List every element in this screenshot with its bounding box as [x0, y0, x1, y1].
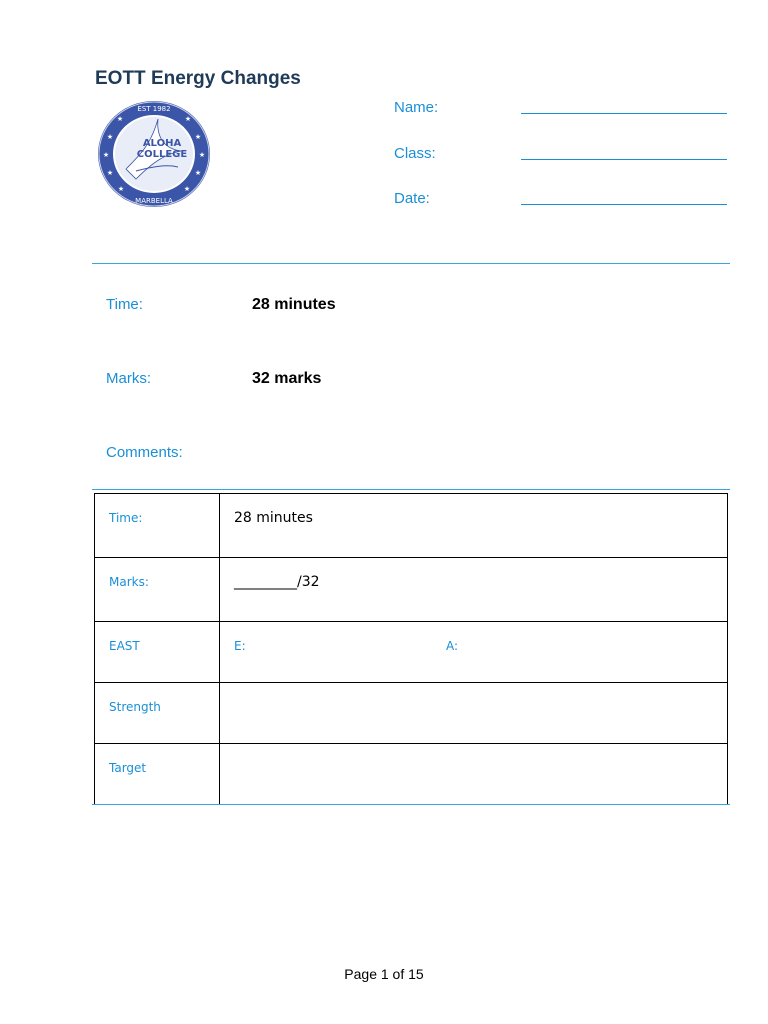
table-row-east [95, 622, 728, 683]
time-label: Time: [106, 296, 143, 313]
table-bottom-divider [92, 804, 730, 805]
svg-text:★: ★ [117, 185, 125, 193]
table-row-marks [95, 558, 728, 622]
comments-divider [92, 489, 730, 490]
logo-bottom-text: MARBELLA [135, 197, 173, 205]
table-label-target: Target [95, 744, 220, 805]
svg-text:★: ★ [184, 115, 192, 123]
table-value-east[interactable] [220, 622, 728, 683]
logo-line1: ALOHA [142, 138, 182, 149]
svg-text:★: ★ [183, 185, 191, 193]
date-field[interactable] [521, 204, 727, 205]
page-number: Page 1 of 15 [344, 966, 424, 982]
comments-label: Comments: [106, 444, 183, 461]
class-field[interactable] [521, 159, 727, 160]
logo-line2: COLLEGE [136, 149, 188, 160]
svg-text:★: ★ [106, 133, 114, 141]
aloha-college-logo [96, 99, 212, 209]
table-value-time: 28 minutes [220, 494, 728, 558]
svg-text:★: ★ [116, 115, 124, 123]
name-field[interactable] [521, 113, 727, 114]
svg-text:★: ★ [194, 169, 202, 177]
header-divider [92, 263, 730, 264]
document-title: EOTT Energy Changes [95, 68, 301, 89]
svg-text:★: ★ [194, 133, 202, 141]
table-value-strength[interactable] [220, 683, 728, 744]
marks-value: 32 marks [252, 370, 322, 387]
table-label-time: Time: [95, 494, 220, 558]
table-row-time [95, 494, 728, 558]
name-label: Name: [394, 99, 439, 116]
table-label-east: EAST [95, 622, 220, 683]
table-value-marks[interactable]: _________/32 [220, 558, 728, 622]
logo-top-text: EST 1982 [137, 105, 171, 113]
date-label: Date: [394, 190, 430, 207]
east-e-label: E: [234, 639, 246, 653]
table-label-marks: Marks: [95, 558, 220, 622]
svg-text:★: ★ [198, 151, 206, 159]
svg-text:★: ★ [106, 169, 114, 177]
east-a-label: A: [446, 639, 459, 653]
table-value-target[interactable] [220, 744, 728, 805]
summary-table [94, 493, 728, 805]
svg-text:★: ★ [102, 151, 110, 159]
class-label: Class: [394, 145, 436, 162]
table-row-strength [95, 683, 728, 744]
time-value: 28 minutes [252, 296, 336, 313]
table-row-target [95, 744, 728, 805]
marks-label: Marks: [106, 370, 151, 387]
table-label-strength: Strength [95, 683, 220, 744]
